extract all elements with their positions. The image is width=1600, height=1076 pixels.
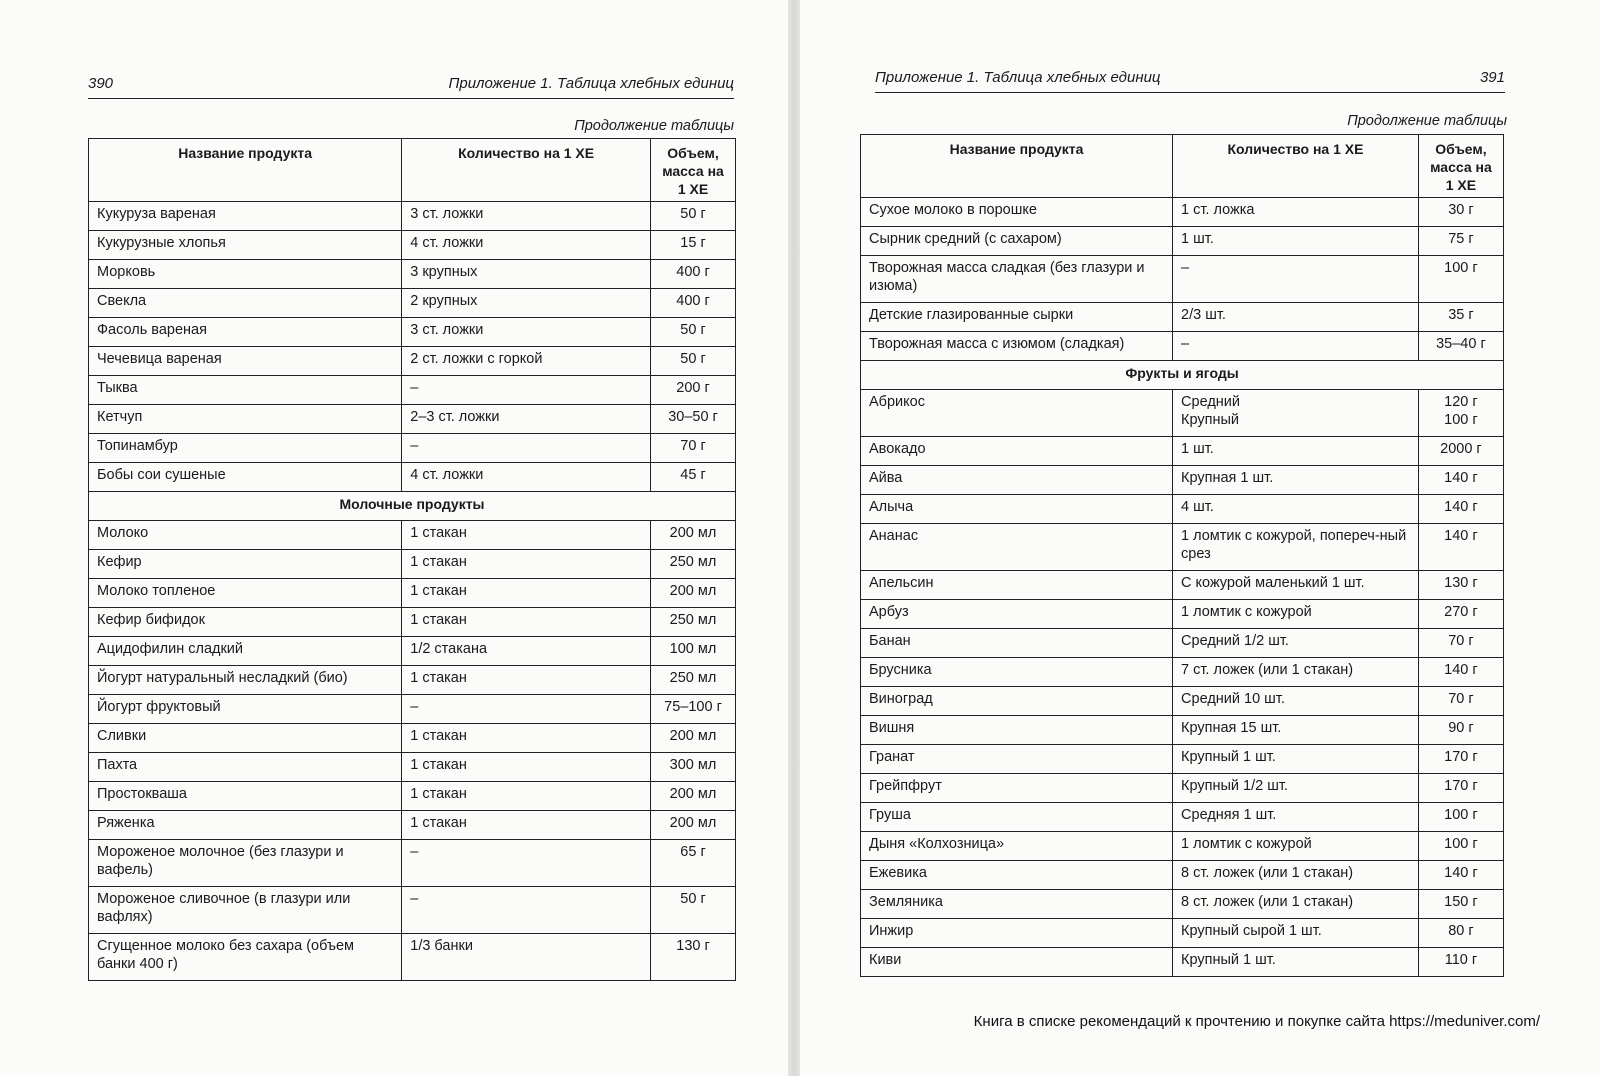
quantity-cell: 2/3 шт. <box>1173 303 1419 332</box>
footer-recommendation-note: Книга в списке рекомендаций к прочтению и покупке сайта https://meduniver.com/ <box>973 1013 1540 1030</box>
product-name-cell: Молоко топленое <box>89 579 402 608</box>
page-left <box>0 0 790 1076</box>
table-row <box>861 466 1504 495</box>
column-header-mass: Объем, масса на 1 ХЕ <box>1418 135 1503 198</box>
column-header-quantity: Количество на 1 ХЕ <box>402 139 651 202</box>
page-number: 391 <box>1479 69 1505 86</box>
table-row <box>89 405 736 434</box>
quantity-cell: Крупный 1/2 шт. <box>1173 774 1419 803</box>
product-name-cell: Дыня «Колхозница» <box>861 832 1173 861</box>
mass-cell: 75–100 г <box>651 695 736 724</box>
quantity-cell: 1 стакан <box>402 666 651 695</box>
header-title: Приложение 1. Таблица хлебных единиц <box>448 75 734 92</box>
bread-units-table <box>88 138 736 981</box>
quantity-cell: – <box>402 887 651 934</box>
table-row <box>89 231 736 260</box>
table-row <box>89 782 736 811</box>
table-row <box>89 724 736 753</box>
product-name-cell: Киви <box>861 948 1173 977</box>
product-name-cell: Простокваша <box>89 782 402 811</box>
product-name-cell: Творожная масса с изюмом (сладкая) <box>861 332 1173 361</box>
quantity-cell: 1/2 стакана <box>402 637 651 666</box>
quantity-cell: 1/3 банки <box>402 934 651 981</box>
table-row <box>861 803 1504 832</box>
quantity-cell: – <box>1173 256 1419 303</box>
mass-cell: 100 г <box>1418 803 1503 832</box>
product-name-cell: Творожная масса сладкая (без глазури и изюма) <box>861 256 1173 303</box>
table-row <box>89 887 736 934</box>
table-row <box>89 840 736 887</box>
quantity-cell: Средняя 1 шт. <box>1173 803 1419 832</box>
product-name-cell: Гранат <box>861 745 1173 774</box>
table-row <box>89 376 736 405</box>
product-name-cell: Ананас <box>861 524 1173 571</box>
product-name-cell: Инжир <box>861 919 1173 948</box>
quantity-cell: 2 ст. ложки с горкой <box>402 347 651 376</box>
quantity-cell: 7 ст. ложек (или 1 стакан) <box>1173 658 1419 687</box>
product-name-cell: Айва <box>861 466 1173 495</box>
product-name-cell: Сухое молоко в порошке <box>861 198 1173 227</box>
table-row <box>861 745 1504 774</box>
product-name-cell: Детские глазированные сырки <box>861 303 1173 332</box>
table-row <box>861 832 1504 861</box>
mass-cell: 70 г <box>1418 687 1503 716</box>
mass-cell: 140 г <box>1418 524 1503 571</box>
quantity-cell: 8 ст. ложек (или 1 стакан) <box>1173 861 1419 890</box>
table-row <box>89 753 736 782</box>
column-header-name: Название продукта <box>861 135 1173 198</box>
quantity-cell: 1 стакан <box>402 550 651 579</box>
mass-cell: 80 г <box>1418 919 1503 948</box>
quantity-cell: 1 шт. <box>1173 437 1419 466</box>
table-row <box>89 521 736 550</box>
mass-cell: 70 г <box>1418 629 1503 658</box>
quantity-cell: – <box>1173 332 1419 361</box>
quantity-cell: Крупная 1 шт. <box>1173 466 1419 495</box>
table-row <box>861 495 1504 524</box>
product-name-cell: Чечевица вареная <box>89 347 402 376</box>
quantity-cell: – <box>402 695 651 724</box>
quantity-cell: 1 стакан <box>402 753 651 782</box>
header-title: Приложение 1. Таблица хлебных единиц <box>875 69 1161 86</box>
mass-cell: 200 мл <box>651 782 736 811</box>
mass-cell: 140 г <box>1418 861 1503 890</box>
product-name-cell: Тыква <box>89 376 402 405</box>
mass-cell: 270 г <box>1418 600 1503 629</box>
mass-cell: 400 г <box>651 289 736 318</box>
product-name-cell: Груша <box>861 803 1173 832</box>
product-name-cell: Йогурт фруктовый <box>89 695 402 724</box>
quantity-cell: 3 крупных <box>402 260 651 289</box>
table-row <box>861 303 1504 332</box>
table-row <box>89 934 736 981</box>
mass-cell: 250 мл <box>651 550 736 579</box>
mass-cell: 90 г <box>1418 716 1503 745</box>
running-header <box>875 64 1505 93</box>
table-row <box>861 919 1504 948</box>
product-name-cell: Мороженое молочное (без глазури и вафель) <box>89 840 402 887</box>
running-header <box>88 70 734 99</box>
mass-cell: 50 г <box>651 347 736 376</box>
table-row <box>861 890 1504 919</box>
table-row <box>861 256 1504 303</box>
product-name-cell: Брусника <box>861 658 1173 687</box>
product-name-cell: Сырник средний (с сахаром) <box>861 227 1173 256</box>
mass-cell: 170 г <box>1418 745 1503 774</box>
mass-cell: 130 г <box>651 934 736 981</box>
mass-cell: 30–50 г <box>651 405 736 434</box>
quantity-cell: Крупный 1 шт. <box>1173 745 1419 774</box>
mass-cell: 170 г <box>1418 774 1503 803</box>
table-row <box>861 861 1504 890</box>
quantity-cell: 1 стакан <box>402 782 651 811</box>
quantity-cell: 1 ст. ложка <box>1173 198 1419 227</box>
mass-cell: 120 г 100 г <box>1418 390 1503 437</box>
product-name-cell: Сгущенное молоко без сахара (объем банки 400 г) <box>89 934 402 981</box>
quantity-cell: 1 стакан <box>402 811 651 840</box>
mass-cell: 100 мл <box>651 637 736 666</box>
quantity-cell: 1 ломтик с кожурой <box>1173 832 1419 861</box>
table-row <box>861 571 1504 600</box>
product-name-cell: Кетчуп <box>89 405 402 434</box>
quantity-cell: 1 ломтик с кожурой, попереч-ный срез <box>1173 524 1419 571</box>
mass-cell: 75 г <box>1418 227 1503 256</box>
mass-cell: 70 г <box>651 434 736 463</box>
table-row <box>89 637 736 666</box>
mass-cell: 110 г <box>1418 948 1503 977</box>
product-name-cell: Виноград <box>861 687 1173 716</box>
mass-cell: 2000 г <box>1418 437 1503 466</box>
quantity-cell: Средний Крупный <box>1173 390 1419 437</box>
section-title: Фрукты и ягоды <box>861 361 1504 390</box>
mass-cell: 150 г <box>1418 890 1503 919</box>
table-row <box>89 608 736 637</box>
quantity-cell: 2 крупных <box>402 289 651 318</box>
table-row <box>89 260 736 289</box>
mass-cell: 200 мл <box>651 521 736 550</box>
table-row <box>89 695 736 724</box>
quantity-cell: С кожурой маленький 1 шт. <box>1173 571 1419 600</box>
product-name-cell: Абрикос <box>861 390 1173 437</box>
table-row <box>89 579 736 608</box>
product-name-cell: Ряженка <box>89 811 402 840</box>
product-name-cell: Морковь <box>89 260 402 289</box>
product-name-cell: Ежевика <box>861 861 1173 890</box>
mass-cell: 200 мл <box>651 811 736 840</box>
page-right <box>800 0 1600 1076</box>
quantity-cell: 2–3 ст. ложки <box>402 405 651 434</box>
product-name-cell: Арбуз <box>861 600 1173 629</box>
mass-cell: 250 мл <box>651 608 736 637</box>
product-name-cell: Грейпфрут <box>861 774 1173 803</box>
table-row <box>89 318 736 347</box>
product-name-cell: Авокадо <box>861 437 1173 466</box>
quantity-cell: 1 стакан <box>402 608 651 637</box>
mass-cell: 140 г <box>1418 466 1503 495</box>
table-row <box>89 550 736 579</box>
product-name-cell: Сливки <box>89 724 402 753</box>
mass-cell: 400 г <box>651 260 736 289</box>
product-name-cell: Йогурт натуральный несладкий (био) <box>89 666 402 695</box>
table-row <box>861 524 1504 571</box>
quantity-cell: 3 ст. ложки <box>402 318 651 347</box>
mass-cell: 35 г <box>1418 303 1503 332</box>
quantity-cell: 1 ломтик с кожурой <box>1173 600 1419 629</box>
product-name-cell: Вишня <box>861 716 1173 745</box>
quantity-cell: Средний 10 шт. <box>1173 687 1419 716</box>
mass-cell: 50 г <box>651 202 736 231</box>
table-row <box>861 948 1504 977</box>
table-row <box>861 774 1504 803</box>
table-row <box>89 666 736 695</box>
product-name-cell: Свекла <box>89 289 402 318</box>
product-name-cell: Мороженое сливочное (в глазури или вафлях) <box>89 887 402 934</box>
table-row <box>861 716 1504 745</box>
product-name-cell: Кукуруза вареная <box>89 202 402 231</box>
product-name-cell: Фасоль вареная <box>89 318 402 347</box>
table-row <box>861 437 1504 466</box>
table-row <box>861 227 1504 256</box>
product-name-cell: Земляника <box>861 890 1173 919</box>
quantity-cell: Крупная 15 шт. <box>1173 716 1419 745</box>
table-row <box>89 289 736 318</box>
product-name-cell: Топинамбур <box>89 434 402 463</box>
quantity-cell: – <box>402 376 651 405</box>
table-row <box>861 658 1504 687</box>
mass-cell: 140 г <box>1418 658 1503 687</box>
quantity-cell: 4 ст. ложки <box>402 463 651 492</box>
table-continuation-label: Продолжение таблицы <box>1347 113 1507 129</box>
quantity-cell: Крупный 1 шт. <box>1173 948 1419 977</box>
mass-cell: 250 мл <box>651 666 736 695</box>
mass-cell: 200 мл <box>651 579 736 608</box>
table-row <box>861 600 1504 629</box>
product-name-cell: Кефир бифидок <box>89 608 402 637</box>
product-name-cell: Кефир <box>89 550 402 579</box>
column-header-quantity: Количество на 1 ХЕ <box>1173 135 1419 198</box>
quantity-cell: Крупный сырой 1 шт. <box>1173 919 1419 948</box>
product-name-cell: Молоко <box>89 521 402 550</box>
mass-cell: 140 г <box>1418 495 1503 524</box>
table-row <box>861 687 1504 716</box>
product-name-cell: Пахта <box>89 753 402 782</box>
quantity-cell: 3 ст. ложки <box>402 202 651 231</box>
mass-cell: 200 г <box>651 376 736 405</box>
table-row <box>89 434 736 463</box>
product-name-cell: Бобы сои сушеные <box>89 463 402 492</box>
mass-cell: 130 г <box>1418 571 1503 600</box>
mass-cell: 50 г <box>651 318 736 347</box>
table-row <box>861 332 1504 361</box>
table-row <box>861 390 1504 437</box>
quantity-cell: 4 ст. ложки <box>402 231 651 260</box>
product-name-cell: Кукурузные хлопья <box>89 231 402 260</box>
page-number: 390 <box>88 75 114 92</box>
mass-cell: 45 г <box>651 463 736 492</box>
quantity-cell: 8 ст. ложек (или 1 стакан) <box>1173 890 1419 919</box>
column-header-mass: Объем, масса на 1 ХЕ <box>651 139 736 202</box>
table-section-row <box>861 361 1504 390</box>
table-row <box>89 202 736 231</box>
mass-cell: 300 мл <box>651 753 736 782</box>
quantity-cell: – <box>402 434 651 463</box>
product-name-cell: Ацидофилин сладкий <box>89 637 402 666</box>
bread-units-table <box>860 134 1504 977</box>
table-section-row <box>89 492 736 521</box>
quantity-cell: Средний 1/2 шт. <box>1173 629 1419 658</box>
mass-cell: 100 г <box>1418 256 1503 303</box>
quantity-cell: 4 шт. <box>1173 495 1419 524</box>
product-name-cell: Банан <box>861 629 1173 658</box>
mass-cell: 65 г <box>651 840 736 887</box>
product-name-cell: Апельсин <box>861 571 1173 600</box>
table-row <box>89 347 736 376</box>
table-continuation-label: Продолжение таблицы <box>574 118 734 134</box>
mass-cell: 200 мл <box>651 724 736 753</box>
quantity-cell: – <box>402 840 651 887</box>
table-row <box>861 629 1504 658</box>
quantity-cell: 1 стакан <box>402 724 651 753</box>
table-row <box>861 198 1504 227</box>
quantity-cell: 1 шт. <box>1173 227 1419 256</box>
column-header-name: Название продукта <box>89 139 402 202</box>
product-name-cell: Алыча <box>861 495 1173 524</box>
mass-cell: 15 г <box>651 231 736 260</box>
table-row <box>89 463 736 492</box>
quantity-cell: 1 стакан <box>402 579 651 608</box>
table-row <box>89 811 736 840</box>
mass-cell: 50 г <box>651 887 736 934</box>
mass-cell: 30 г <box>1418 198 1503 227</box>
quantity-cell: 1 стакан <box>402 521 651 550</box>
section-title: Молочные продукты <box>89 492 736 521</box>
mass-cell: 35–40 г <box>1418 332 1503 361</box>
mass-cell: 100 г <box>1418 832 1503 861</box>
